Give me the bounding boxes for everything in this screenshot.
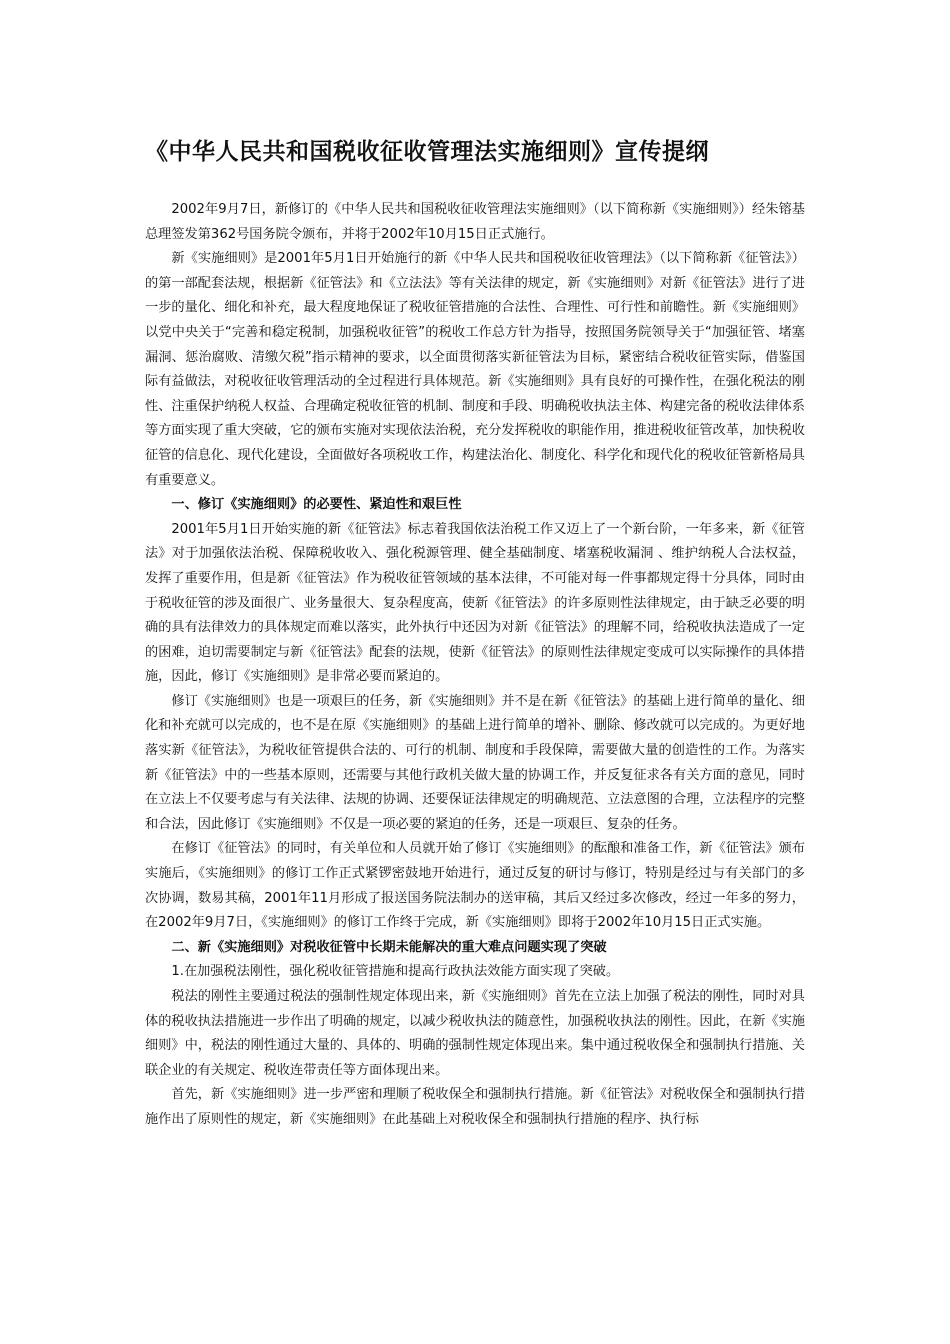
paragraph-revision-process: 在修订《征管法》的同时，有关单位和人员就开始了修订《实施细则》的酝酿和准备工作，新《征管法》颁布实施后，《实施细则》的修订工作正式紧锣密鼓地开始进行，通过反复的研讨与修订，特别是经过与有关部门的多次协调，数易其稿，2001年11月形成了报送国务院法制办的送审稿，其后又经过多次修改，经过一年多的努力，在2002年9月7日，《实施细则》的修订工作终于完成，新《实施细则》即将于2002年10月15日正式实施。: [145, 841, 805, 931]
document-title: 《中华人民共和国税收征收管理法实施细则》宣传提纲: [145, 139, 709, 165]
paragraph-overview: 新《实施细则》是2001年5月1日开始施行的新《中华人民共和国税收征收管理法》（以下简称新《征管法》）的第一部配套法规，根据新《征管法》和《立法法》等有关法律的规定，新《实施细则》对新《征管法》进行了进一步的量化、细化和补充，最大程度地保证了税收征管措施的合法性、合理性、可行性和前瞻性。新《实施细则》以党中央关于“完善和稳定税制，加强税收征管”的税收工作总方针为指导，按照国务院领导关于“加强征管、堵塞漏洞、惩治腐败、清缴欠税”指示精神的要求，以全面贯彻落实新征管法为目标，紧密结合税收征管实际，借鉴国际有益做法，对税收征收管理活动的全过程进行具体规范。新《实施细则》具有良好的可操作性，在强化税法的刚性、注重保护纳税人权益、合理确定税收征管的机制、制度和手段、明确税收执法主体、构建完备的税收法律体系等方面实现了重大突破，它的颁布实施对实现依法治税，充分发挥税收的职能作用，推进税收征管改革，加快税收征管的信息化、现代化建设，全面做好各项税收工作，构建法治化、制度化、科学化和现代化的税收征管新格局具有重要意义。: [145, 251, 805, 488]
document-body: [145, 198, 805, 1133]
paragraph-difficulty: 修订《实施细则》也是一项艰巨的任务，新《实施细则》并不是在新《征管法》的基础上进行简单的量化、细化和补充就可以完成的，也不是在原《实施细则》的基础上进行简单的增补、删除、修改就可以完成的。为更好地落实新《征管法》，为税收征管提供合法的、可行的机制、制度和手段保障，需要做大量的创造性的工作。为落实新《征管法》中的一些基本原则，还需要与其他行政机关做大量的协调工作，并反复征求各有关方面的意见，同时在立法上不仅要考虑与有关法律、法规的协调、还要保证法律规定的明确规范、立法意图的合理，立法程序的完整和合法，因此修订《实施细则》不仅是一项必要的紧迫的任务，还是一项艰巨、复杂的任务。: [145, 693, 805, 832]
paragraph-tax-rigidity: 税法的刚性主要通过税法的强制性规定体现出来，新《实施细则》首先在立法上加强了税法的刚性，同时对具体的税收执法措施进一步作出了明确的规定，以减少税收执法的随意性，加强税收执法的刚性。因此，在新《实施细则》中，税法的刚性通过大量的、具体的、明确的强制性规定体现出来。集中通过税收保全和强制执行措施、关联企业的有关规定、税收连带责任等方面体现出来。: [145, 989, 805, 1078]
paragraph-preservation-measures: 首先，新《实施细则》进一步严密和理顺了税收保全和强制执行措施。新《征管法》对税收保全和强制执行措施作出了原则性的规定，新《实施细则》在此基础上对税收保全和强制执行措施的程序、执行标: [145, 1087, 805, 1127]
paragraph-promulgation: 2002年9月7日，新修订的《中华人民共和国税收征收管理法实施细则》（以下简称新《实施细则》）经朱镕基总理签发第362号国务院令颁布，并将于2002年10月15日正式施行。: [145, 202, 805, 242]
section-heading-2: 二、新《实施细则》对税收征管中长期未能解决的重大难点问题实现了突破: [171, 939, 607, 955]
paragraph-necessity: 2001年5月1日开始实施的新《征管法》标志着我国依法治税工作又迈上了一个新台阶，一年多来，新《征管法》对于加强依法治税、保障税收收入、强化税源管理、健全基础制度、堵塞税收漏洞 、维护纳税人合法权益，发挥了重要作用，但是新《征管法》作为税收征管领域的基本法律，不可能对每一件事都规定得十分具体，同时由于税收征管的涉及面很广、业务量很大、复杂程度高，使新《征管法》的许多原则性法律规定，由于缺乏必要的明确的具有法律效力的具体规定而难以落实，此外执行中还因为对新《征管法》的理解不同，给税收执法造成了一定的困难，迫切需要制定与新《征管法》配套的法规，使新《征管法》的原则性法律规定变成可以实际操作的具体措施，因此，修订《实施细则》是非常必要而紧迫的。: [145, 521, 805, 685]
section-heading-1: 一、修订《实施细则》的必要性、紧迫性和艰巨性: [171, 497, 462, 513]
paragraph-item-1: 1.在加强税法刚性，强化税收征管措施和提高行政执法效能方面实现了突破。: [171, 964, 620, 980]
